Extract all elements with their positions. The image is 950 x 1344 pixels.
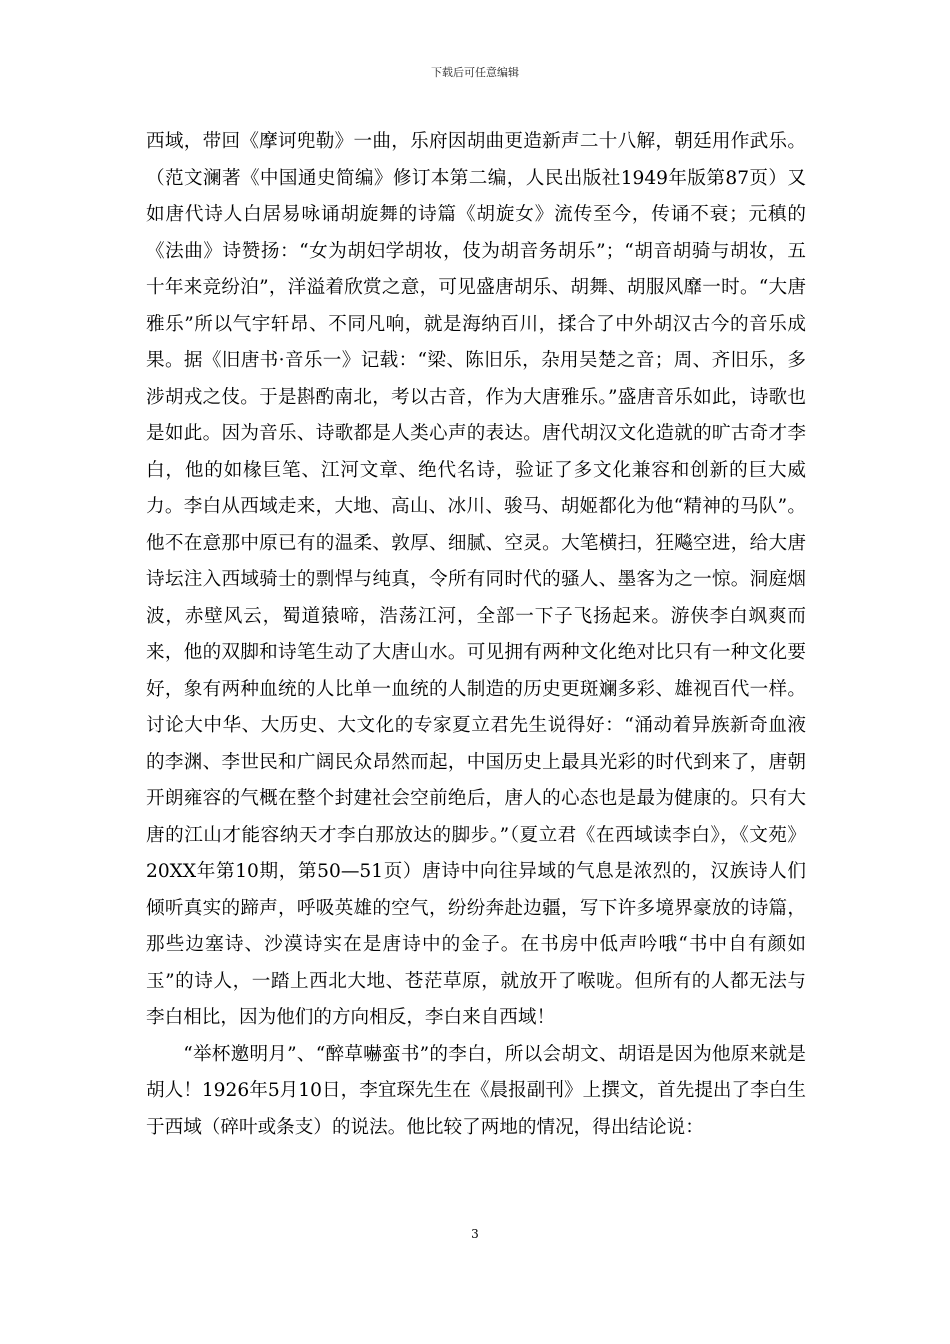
paragraph-1: 西域，带回《摩诃兜勒》一曲，乐府因胡曲更造新声二十八解，朝廷用作武乐。（范文澜著《中国通史简编》修订本第二编，人民出版社1949年版第87页）又如唐代诗人白居易咏诵胡旋舞的诗篇《胡旋女》流传至今，传诵不衰；元稹的《法曲》诗赞扬：“女为胡妇学胡妆，伎为胡音务胡乐”；“胡音胡骑与胡妆，五十年来竞纷泊”，洋溢着欣赏之意，可见盛唐胡乐、胡舞、胡服风靡一时。“大唐雅乐”所以气宇轩昂、不同凡响，就是海纳百川，揉合了中外胡汉古今的音乐成果。据《旧唐书·音乐一》记载：“梁、陈旧乐，杂用吴楚之音；周、齐旧乐，多涉胡戎之伎。于是斟酌南北，考以古音，作为大唐雅乐。”盛唐音乐如此，诗歌也是如此。因为音乐、诗歌都是人类心声的表达。唐代胡汉文化造就的旷古奇才李白，他的如椽巨笔、江河文章、绝代名诗，验证了多文化兼容和创新的巨大威力。李白从西域走来，大地、高山、冰川、骏马、胡姬都化为他“精神的马队”。他不在意那中原已有的温柔、敦厚、细腻、空灵。大笔横扫，狂飚空进，给大唐诗坛注入西域骑士的剽悍与纯真，令所有同时代的骚人、墨客为之一惊。洞庭烟波，赤壁风云，蜀道猿啼，浩荡江河，全部一下子飞扬起来。游侠李白飒爽而来，他的双脚和诗笔生动了大唐山水。可见拥有两种文化绝对比只有一种文化要好，象有两种血统的人比单一血统的人制造的历史更斑斓多彩、雄视百代一样。讨论大中华、大历史、大文化的专家夏立君先生说得好：“涌动着异族新奇血液的李渊、李世民和广阔民众昂然而起，中国历史上最具光彩的时代到来了，唐朝开朗雍容的气概在整个封建社会空前绝后，唐人的心态也是最为健康的。只有大唐的江山才能容纳天才李白那放达的脚步。”（夏立君《在西域读李白》，《文苑》20XX年第10期，第50—51页）唐诗中向往异域的气息是浓烈的，汉族诗人们倾听真实的蹄声，呼吸英雄的空气，纷纷奔赴边疆，写下许多境界豪放的诗篇，那些边塞诗、沙漠诗实在是唐诗中的金子。在书房中低声吟哦“书中自有颜如玉”的诗人，一踏上西北大地、苍茫草原，就放开了喉咙。但所有的人都无法与李白相比，因为他们的方向相反，李白来自西域！ — [146, 131, 806, 1028]
page-number: 3 — [471, 1227, 479, 1241]
paragraph-2: “举杯邀明月”、“醉草嚇蛮书”的李白，所以会胡文、胡语是因为他原来就是胡人！1926年5月10日，李宜琛先生在《晨报副刊》上撰文，首先提出了李白生于西域（碎叶或条支）的说法。他比较了两地的情况，得出结论说： — [146, 1043, 806, 1138]
body-text — [146, 124, 806, 1146]
page-header: 下载后可任意编辑 — [431, 66, 519, 79]
